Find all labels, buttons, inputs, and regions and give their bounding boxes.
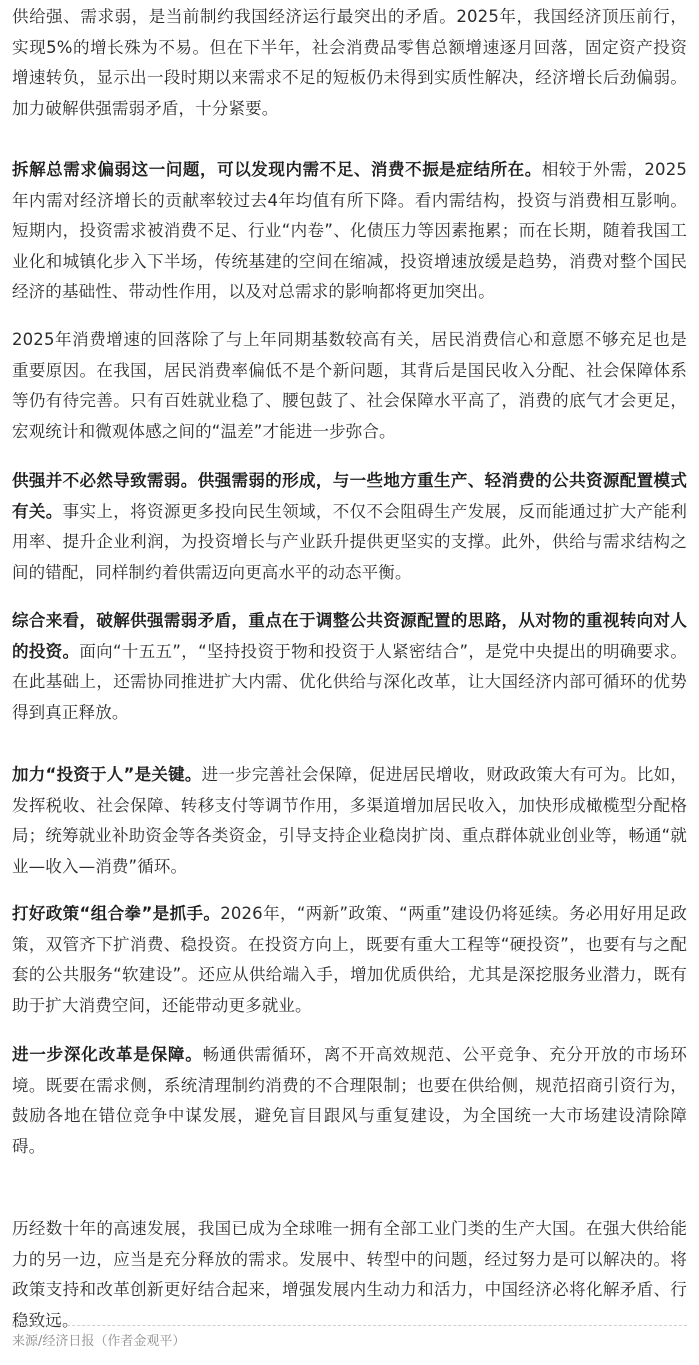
source-divider (12, 1325, 687, 1326)
paragraph-6 (12, 760, 687, 882)
paragraph-text: 畅通供需循环，离不开高效规范、公平竞争、充分开放的市场环境。既要在需求侧，系统清理制约消费的不合理限制；也要在供给侧，规范招商引资行为，鼓励各地在错位竞争中谋发展，避免盲目跟风与重复建设，为全国统一大市场建设清除障碍。 (12, 1045, 687, 1156)
paragraph-text: 2026年，“两新”政策、“两重”建设仍将延续。务必用好用足政策，双管齐下扩消费、稳投资。在投资方向上，既要有重大工程等“硬投资”，也要有与之配套的公共服务“软建设”。还应从供给端入手，增加优质供给，尤其是深挖服务业潜力，既有助于扩大消费空间，还能带动更多就业。 (12, 904, 687, 1015)
paragraph-8 (12, 1040, 687, 1162)
paragraph-lead: 供强并不必然导致需弱。供强需弱的形成，与一些地方重生产、轻消费的公共资源配置模式有关。 (12, 471, 687, 521)
paragraph-3 (12, 325, 687, 447)
paragraph-text: 2025年消费增速的回落除了与上年同期基数较高有关，居民消费信心和意愿不够充足也是重要原因。在我国，居民消费率偏低不是个新问题，其背后是国民收入分配、社会保障体系等仍有待完善。只有百姓就业稳了、腰包鼓了、社会保障水平高了，消费的底气才会更足，宏观统计和微观体感之间的“温差”才能进一步弥合。 (12, 330, 687, 441)
paragraph-2 (12, 155, 687, 308)
paragraph-lead: 拆解总需求偏弱这一问题，可以发现内需不足、消费不振是症结所在。 (12, 160, 542, 179)
paragraph-text: 相较于外需，2025年内需对经济增长的贡献率较过去4年均值有所下降。看内需结构，投资与消费相互影响。短期内，投资需求被消费不足、行业“内卷”、化债压力等因素拖累；而在长期，随着我国工业化和城镇化步入下半场，传统基建的空间在缩减，投资增速放缓是趋势，消费对整个国民经济的基础性、带动性作用，以及对总需求的影响都将更加突出。 (12, 160, 687, 301)
paragraph-lead: 打好政策“组合拳”是抓手。 (12, 904, 221, 923)
paragraph-1 (12, 2, 687, 124)
paragraph-text: 面向“十五五”，“坚持投资于物和投资于人紧密结合”，是党中央提出的明确要求。在此基础上，还需协同推进扩大内需、优化供给与深化改革，让大国经济内部可循环的优势得到真正释放。 (12, 641, 687, 722)
paragraph-text: 进一步完善社会保障，促进居民增收，财政政策大有可为。比如，发挥税收、社会保障、转移支付等调节作用，多渠道增加居民收入，加快形成橄榄型分配格局；统筹就业补助资金等各类资金，引导支持企业稳岗扩岗、重点群体就业创业等，畅通“就业—收入—消费”循环。 (12, 765, 687, 876)
paragraph-text: 事实上，将资源更多投向民生领域，不仅不会阻碍生产发展，反而能通过扩大产能利用率、提升企业利润，为投资增长与产业跃升提供更坚实的支撑。此外，供给与需求结构之间的错配，同样制约着供需迈向更高水平的动态平衡。 (12, 501, 687, 582)
paragraph-5 (12, 606, 687, 728)
article-source: 来源/经济日报（作者金观平） (12, 1334, 186, 1349)
paragraph-lead: 加力“投资于人”是关键。 (12, 765, 202, 784)
paragraph-7 (12, 899, 687, 1021)
paragraph-9 (12, 1214, 687, 1336)
paragraph-text: 历经数十年的高速发展，我国已成为全球唯一拥有全部工业门类的生产大国。在强大供给能力的另一边，应当是充分释放的需求。发展中、转型中的问题，经过努力是可以解决的。将政策支持和改革创新更好结合起来，增强发展内生动力和活力，中国经济必将化解矛盾、行稳致远。 (12, 1219, 687, 1330)
paragraph-lead: 进一步深化改革是保障。 (12, 1045, 203, 1064)
paragraph-4 (12, 466, 687, 588)
paragraph-text: 供给强、需求弱，是当前制约我国经济运行最突出的矛盾。2025年，我国经济顶压前行，实现5%的增长殊为不易。但在下半年，社会消费品零售总额增速逐月回落，固定资产投资增速转负，显示出一段时期以来需求不足的短板仍未得到实质性解决，经济增长后劲偏弱。加力破解供强需弱矛盾，十分紧要。 (12, 7, 687, 118)
paragraph-lead: 综合来看，破解供强需弱矛盾，重点在于调整公共资源配置的思路，从对物的重视转向对人的投资。 (12, 611, 687, 661)
